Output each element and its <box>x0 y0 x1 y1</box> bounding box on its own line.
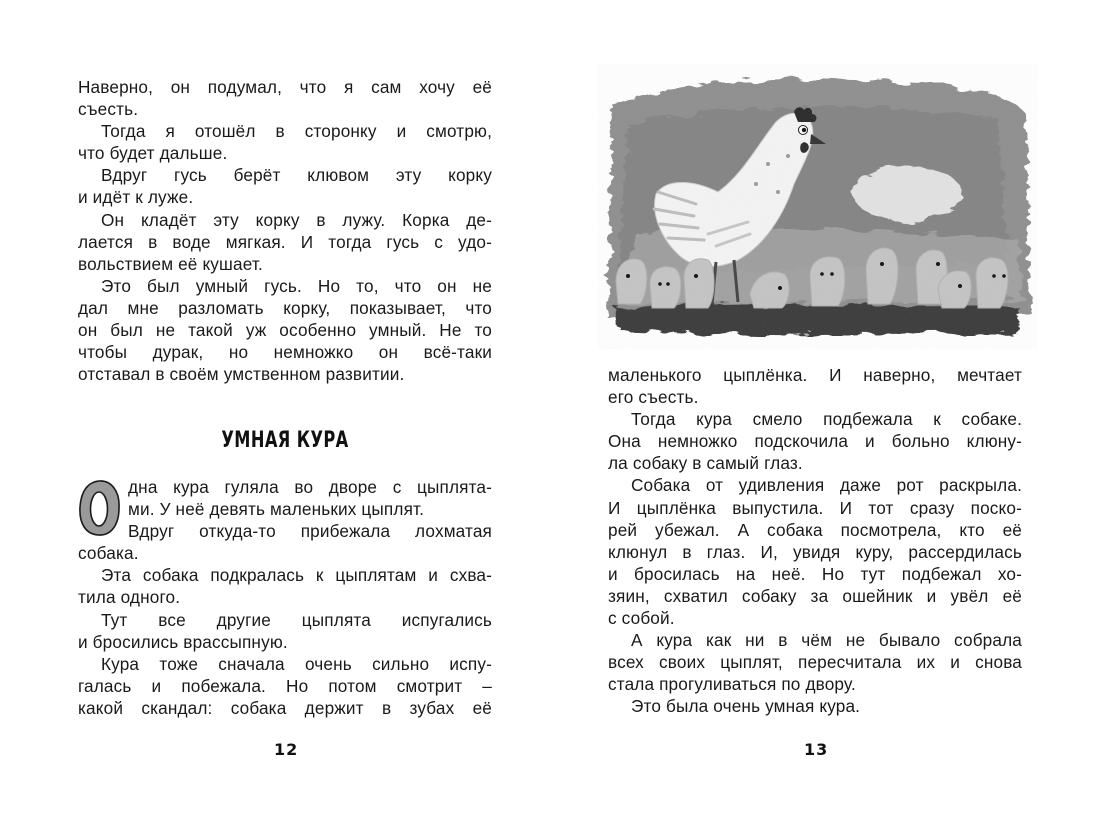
text-line: Тогда я отошёл в сторонку и смотрю, <box>101 121 492 142</box>
text-line: он был не такой уж особенно умный. Не то <box>78 320 492 341</box>
text-line: стала прогуливаться по двору. <box>608 674 856 695</box>
text-line: дал мне разломать корку, показывает, что <box>78 297 492 318</box>
hen-with-chicks-illustration <box>598 64 1038 349</box>
text-line: Вдруг откуда-то прибежала лохматая <box>128 521 492 542</box>
text-line: Тут все другие цыплята испугались <box>101 609 492 630</box>
text-line: Это был умный гусь. Но то, что он не <box>101 275 492 296</box>
text-line: Собака от удивления даже рот раскрыла. <box>631 475 1022 496</box>
text-line: собака. <box>78 543 139 564</box>
text-line: с собой. <box>608 608 675 629</box>
text-line: Он кладёт эту корку в лужу. Корка де- <box>101 209 492 230</box>
text-line: Вдруг гусь берёт клювом эту корку <box>101 165 492 186</box>
text-line: Тогда кура смело подбежала к собаке. <box>631 409 1022 430</box>
text-line: съесть. <box>78 99 139 120</box>
text-line: отставал в своём умственном развитии. <box>78 364 405 385</box>
text-line: рей убежал. А собака посмотрела, кто её <box>608 519 1022 540</box>
text-line: какой скандал: собака держит в зубах её <box>78 697 492 718</box>
text-line: маленького цыплёнка. И наверно, мечтает <box>608 365 1022 385</box>
text-line: клюнул в глаз. И, увидя куру, рассердилась <box>608 541 1022 562</box>
text-line: чтобы дурак, но немножко он всё-таки <box>78 342 492 363</box>
text-line: Она немножко подскочила и больно клюну- <box>608 431 1022 452</box>
text-line: и бросились врассыпную. <box>78 631 288 652</box>
text-line: ла собаку в самый глаз. <box>608 453 803 474</box>
text-line: всех своих цыплят, пересчитала их и снова <box>608 652 1022 673</box>
text-line: и идёт к луже. <box>78 187 194 208</box>
page-number-left: 12 <box>274 740 299 759</box>
text-line: зяин, схватил собаку за ошейник и увёл её <box>608 585 1022 606</box>
text-line: Наверно, он подумал, что я сам хочу её <box>78 77 492 97</box>
text-line: лается в воде мягкая. И тогда гусь с удо- <box>78 231 492 252</box>
text-line: дна кура гуляла во дворе с цыплята- <box>128 477 492 497</box>
left-page-bottom-text <box>78 476 492 719</box>
text-line: ми. У неё девять маленьких цыплят. <box>128 499 425 520</box>
text-line: его съесть. <box>608 387 699 408</box>
text-line: Кура тоже сначала очень сильно испу- <box>101 653 492 674</box>
right-page <box>550 0 1100 825</box>
text-line: и бросилась на неё. Но тут подбежал хо- <box>608 563 1022 584</box>
text-line: галась и побежала. Но потом смотрит – <box>78 675 492 696</box>
text-line: вольствием её кушает. <box>78 253 263 274</box>
right-page-text <box>608 364 1022 718</box>
left-page-top-text <box>78 76 492 385</box>
text-line: Это была очень умная кура. <box>631 696 861 717</box>
text-line: что будет дальше. <box>78 143 228 164</box>
text-line: А кура как ни в чём не бывало собрала <box>631 630 1022 651</box>
text-line: тила одного. <box>78 587 181 608</box>
text-line: И цыплёнка выпустила. И тот сразу поско- <box>608 497 1022 518</box>
page-number-right: 13 <box>804 740 829 759</box>
text-line: Эта собака подкралась к цыплятам и схва- <box>101 565 492 586</box>
chapter-title: УМНАЯ КУРА <box>221 428 349 453</box>
